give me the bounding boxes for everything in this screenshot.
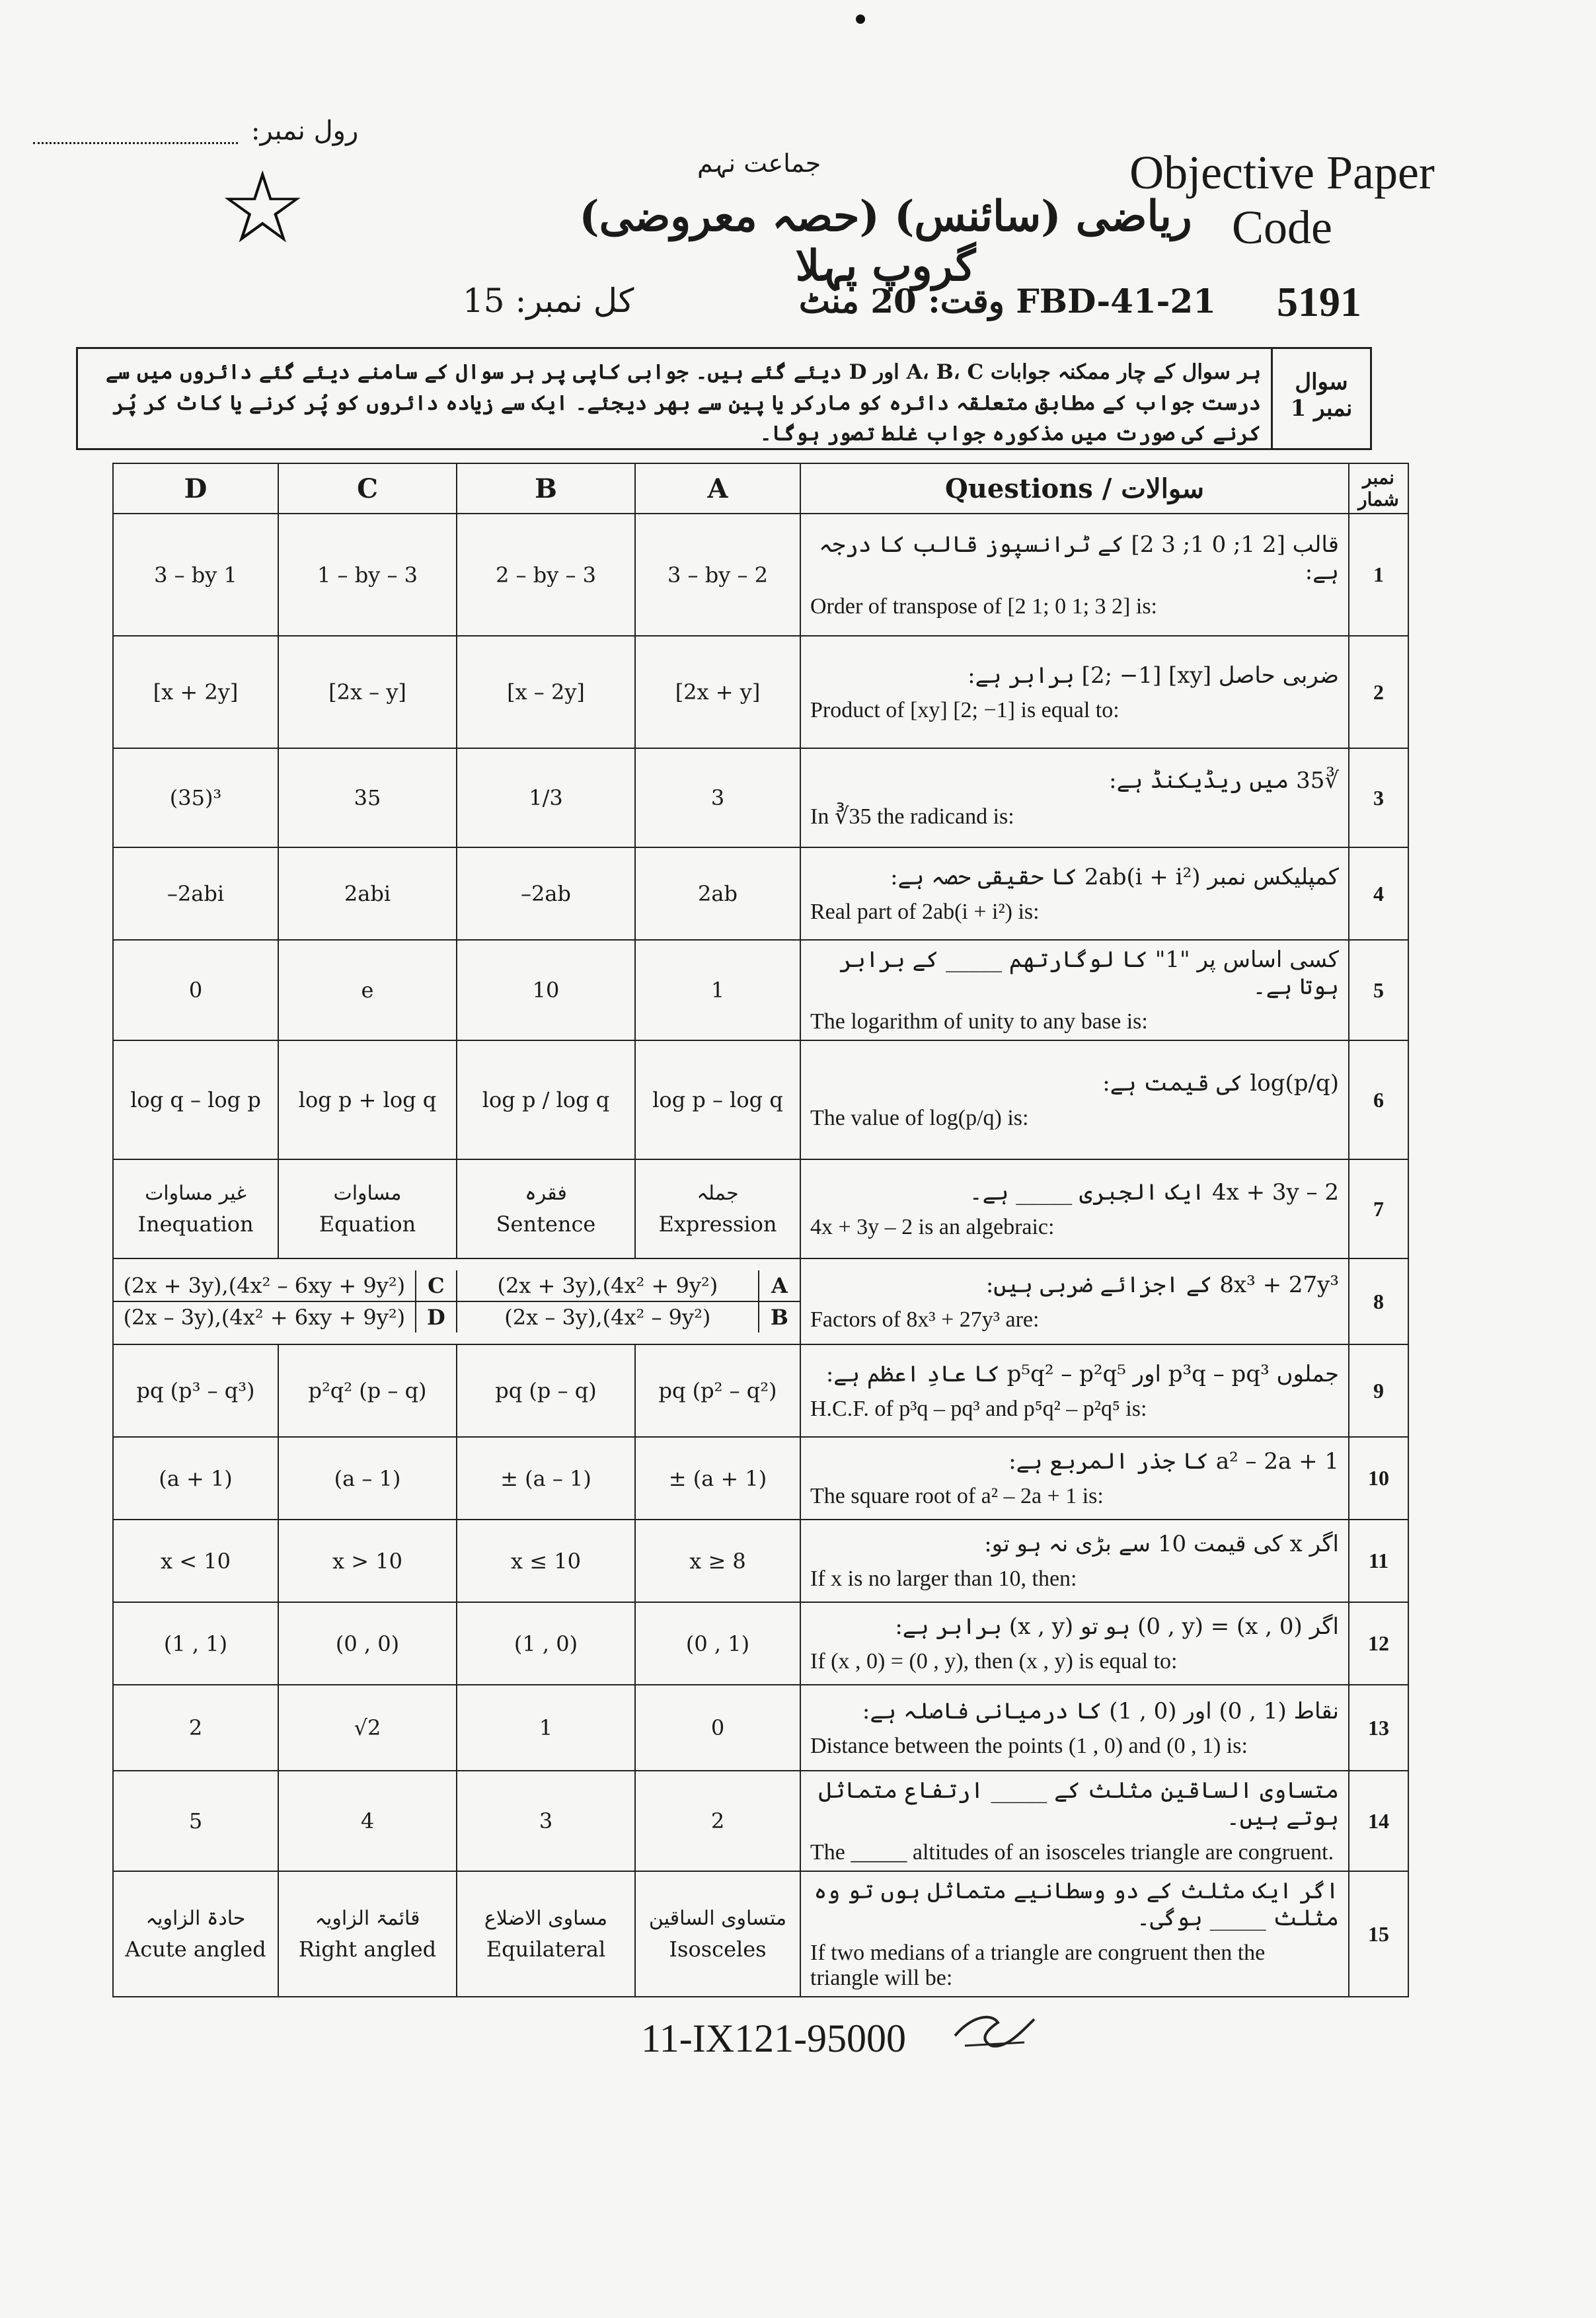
question-cell xyxy=(800,636,1349,748)
question-number: 5 xyxy=(1349,940,1408,1040)
option-d xyxy=(113,1159,278,1258)
question-cell xyxy=(800,1040,1349,1159)
option-a: x ≥ 8 xyxy=(635,1520,800,1602)
option-c: e xyxy=(278,940,457,1040)
option-d: x < 10 xyxy=(113,1520,278,1602)
option-b-label: B xyxy=(759,1301,800,1333)
option-c: (a – 1) xyxy=(278,1437,457,1520)
option-c: √2 xyxy=(278,1685,457,1771)
question-urdu: کمپلیکس نمبر 2ab(i + i²) کا حقیقی حصہ ہے: xyxy=(890,863,1339,890)
option-b: 1 xyxy=(457,1685,635,1771)
question-cell xyxy=(800,1520,1349,1602)
option-d-urdu: حادۃ الزاویہ xyxy=(145,1906,246,1930)
question-cell xyxy=(800,940,1349,1040)
option-a: ± (a + 1) xyxy=(635,1437,800,1520)
table-row xyxy=(113,1437,1408,1520)
question-urdu: log(p/q) کی قیمت ہے: xyxy=(1102,1069,1339,1097)
option-grid-table xyxy=(114,1270,800,1333)
option-d: log q – log p xyxy=(113,1040,278,1159)
question-cell xyxy=(800,514,1349,636)
question-number: 11 xyxy=(1349,1520,1408,1602)
question-english: The value of log(p/q) is: xyxy=(810,1105,1029,1130)
header-a: A xyxy=(635,463,800,514)
option-c: x > 10 xyxy=(278,1520,457,1602)
option-d: 2 xyxy=(113,1685,278,1771)
table-row xyxy=(113,940,1408,1040)
option-c: log p + log q xyxy=(278,1040,457,1159)
option-c: 1 – by – 3 xyxy=(278,514,457,636)
option-c-urdu: قائمۃ الزاویہ xyxy=(315,1906,420,1930)
time-label: FBD-41-21 وقت: 20 منٹ xyxy=(798,282,1216,321)
paper-title: Objective Paper xyxy=(1129,146,1435,199)
option-a: 2 xyxy=(635,1771,800,1871)
question-number: 3 xyxy=(1349,748,1408,847)
question-urdu: اگر x کی قیمت 10 سے بڑی نہ ہو تو: xyxy=(984,1531,1339,1557)
option-d-english: Inequation xyxy=(137,1211,254,1237)
question-number: 12 xyxy=(1349,1602,1408,1685)
question-cell xyxy=(800,1159,1349,1258)
question-cell xyxy=(800,1258,1349,1344)
option-d-english: Acute angled xyxy=(125,1936,266,1962)
option-b-english: Equilateral xyxy=(486,1936,606,1962)
table-row xyxy=(113,847,1408,940)
table-row xyxy=(113,1258,1408,1344)
option-d: –2abi xyxy=(113,847,278,940)
question-number: 9 xyxy=(1349,1344,1408,1437)
option-b: 1/3 xyxy=(457,748,635,847)
question-cell xyxy=(800,847,1349,940)
option-c: (2x + 3y),(4x² – 6xy + 9y²) xyxy=(114,1270,416,1301)
option-d: pq (p³ – q³) xyxy=(113,1344,278,1437)
option-d: (35)³ xyxy=(113,748,278,847)
header-c: C xyxy=(278,463,457,514)
option-c: (0 , 0) xyxy=(278,1602,457,1685)
option-d: (1 , 1) xyxy=(113,1602,278,1685)
option-a: log p – log q xyxy=(635,1040,800,1159)
header-b: B xyxy=(457,463,635,514)
question-english: Order of transpose of [2 1; 0 1; 3 2] is: xyxy=(810,594,1158,619)
option-b: (1 , 0) xyxy=(457,1602,635,1685)
option-b: pq (p – q) xyxy=(457,1344,635,1437)
table-row xyxy=(113,1520,1408,1602)
option-a: pq (p² – q²) xyxy=(635,1344,800,1437)
table-row xyxy=(113,1685,1408,1771)
option-b: log p / log q xyxy=(457,1040,635,1159)
question-number: 15 xyxy=(1349,1871,1408,1997)
option-a: 2ab xyxy=(635,847,800,940)
question-english: Distance between the points (1 , 0) and (0 , 1) is: xyxy=(810,1733,1248,1758)
option-c-urdu: مساوات xyxy=(333,1181,402,1205)
header-d: D xyxy=(113,463,278,514)
option-b: 10 xyxy=(457,940,635,1040)
star-icon: ☆ xyxy=(218,151,307,266)
question-cell xyxy=(800,1437,1349,1520)
question-english: If two medians of a triangle are congruent then the triangle will be: xyxy=(810,1941,1266,1990)
option-grid xyxy=(113,1258,800,1344)
option-c xyxy=(278,1159,457,1258)
option-b: ± (a – 1) xyxy=(457,1437,635,1520)
option-c-english: Equation xyxy=(319,1211,416,1237)
option-b: –2ab xyxy=(457,847,635,940)
header-number: نمبر شمار xyxy=(1349,463,1408,514)
instructions-text: ہر سوال کے چار ممکنہ جوابات A، B، C اور D دیئے گئے ہیں۔ جوابی کاپی پر ہر سوال کے سامنے دیئے گئے دائروں میں سے درست جواب کے مطابق متعلقہ دائرہ کو مارکر یا پین سے بھر دیجئے۔ ایک سے زیادہ دائروں کو پُر کرنے یا کاٹ کر پُر کرنے کی صورت میں مذکورہ جواب غلط تصور ہوگا۔ xyxy=(105,360,1261,445)
question-number: 2 xyxy=(1349,636,1408,748)
option-d: 5 xyxy=(113,1771,278,1871)
question-english: Factors of 8x³ + 27y³ are: xyxy=(810,1307,1040,1332)
question-urdu: قالب [2 1; 0 1; 3 2] کے ٹرانسپوز قالب کا درجہ ہے: xyxy=(819,531,1339,585)
option-c-label: C xyxy=(416,1270,457,1301)
header-questions: Questions / سوالات xyxy=(800,463,1349,514)
question-english: If (x , 0) = (0 , y), then (x , y) is equal to: xyxy=(810,1649,1178,1674)
instructions-box xyxy=(76,347,1372,450)
question-urdu: ∛35 میں ریڈیکنڈ ہے: xyxy=(1109,767,1339,794)
question-urdu: 4x + 3y – 2 ایک الجبری _____ ہے۔ xyxy=(969,1178,1339,1206)
question-urdu: متساوی الساقین مثلث کے _____ ارتفاع متماثل ہوتے ہیں۔ xyxy=(818,1777,1339,1831)
option-c: 4 xyxy=(278,1771,457,1871)
option-a: (2x + 3y),(4x² + 9y²) xyxy=(457,1270,759,1301)
option-d: [x + 2y] xyxy=(113,636,278,748)
question-urdu: 8x³ + 27y³ کے اجزائے ضربی ہیں: xyxy=(985,1271,1339,1298)
option-a-label: A xyxy=(759,1270,800,1301)
option-b: 2 – by – 3 xyxy=(457,514,635,636)
question-urdu: کسی اساس پر "1" کا لوگارتھم _____ کے برابر ہوتا ہے۔ xyxy=(839,947,1339,1000)
question-urdu: جملوں p³q – pq³ اور p⁵q² – p²q⁵ کا عادِ اعظم ہے: xyxy=(825,1360,1339,1387)
table-row xyxy=(113,1771,1408,1871)
option-a: 3 xyxy=(635,748,800,847)
question-english: 4x + 3y – 2 is an algebraic: xyxy=(810,1214,1055,1239)
option-a: 3 – by – 2 xyxy=(635,514,800,636)
question-english: Real part of 2ab(i + i²) is: xyxy=(810,899,1040,924)
option-a xyxy=(635,1871,800,1997)
option-d: (a + 1) xyxy=(113,1437,278,1520)
table-row xyxy=(113,636,1408,748)
question-number: 7 xyxy=(1349,1159,1408,1258)
question-cell xyxy=(800,1344,1349,1437)
question-cell xyxy=(800,1771,1349,1871)
table-header-row xyxy=(113,463,1408,514)
question-urdu: a² – 2a + 1 کا جذر المربع ہے: xyxy=(1008,1448,1339,1475)
question-cell xyxy=(800,1685,1349,1771)
table-row xyxy=(113,1871,1408,1997)
option-a-urdu: جملہ xyxy=(697,1181,739,1205)
question-cell xyxy=(800,1871,1349,1997)
question-number: 8 xyxy=(1349,1258,1408,1344)
question-english: H.C.F. of p³q – pq³ and p⁵q² – p²q⁵ is: xyxy=(810,1396,1147,1421)
footer-code: 11-IX121-95000 xyxy=(641,2017,907,2060)
option-b: [x – 2y] xyxy=(457,636,635,748)
option-b-urdu: فقرہ xyxy=(525,1181,567,1205)
option-a: [2x + y] xyxy=(635,636,800,748)
option-b-urdu: مساوی الاضلاع xyxy=(484,1906,608,1930)
option-a: 0 xyxy=(635,1685,800,1771)
option-b xyxy=(457,1871,635,1997)
question-english: The _____ altitudes of an isosceles triangle are congruent. xyxy=(810,1840,1334,1865)
option-a: 1 xyxy=(635,940,800,1040)
question-urdu: نقاط (1 , 0) اور (0 , 1) کا درمیانی فاصلہ ہے: xyxy=(862,1697,1339,1724)
option-d: 0 xyxy=(113,940,278,1040)
option-c: 2abi xyxy=(278,847,457,940)
questions-table xyxy=(112,463,1409,1997)
table-row xyxy=(113,1344,1408,1437)
table-row xyxy=(113,514,1408,636)
option-d: (2x – 3y),(4x² + 6xy + 9y²) xyxy=(114,1301,416,1333)
question-number: 1 xyxy=(1349,514,1408,636)
instructions-question-label: سوال نمبر 1 xyxy=(1271,349,1370,448)
question-number: 4 xyxy=(1349,847,1408,940)
question-urdu: ضربی حاصل [xy] [2; −1] برابر ہے: xyxy=(968,662,1339,689)
question-english: If x is no larger than 10, then: xyxy=(810,1566,1077,1591)
code-row xyxy=(463,278,1361,337)
subject-title: ریاضی (سائنس) (حصہ معروضی) گروپ پہلا xyxy=(579,192,1192,291)
option-b-english: Sentence xyxy=(496,1211,596,1237)
option-a-urdu: متساوی الساقین xyxy=(648,1906,787,1930)
option-d-label: D xyxy=(416,1301,457,1333)
option-c: [2x – y] xyxy=(278,636,457,748)
option-d-urdu: غیر مساوات xyxy=(145,1181,247,1205)
option-a: (0 , 1) xyxy=(635,1602,800,1685)
option-c xyxy=(278,1871,457,1997)
signature-mark xyxy=(952,2009,1038,2056)
question-number: 13 xyxy=(1349,1685,1408,1771)
option-b: 3 xyxy=(457,1771,635,1871)
table-row xyxy=(113,1602,1408,1685)
option-a xyxy=(635,1159,800,1258)
question-english: The logarithm of unity to any base is: xyxy=(810,1009,1148,1034)
question-cell xyxy=(800,1602,1349,1685)
table-row xyxy=(113,1159,1408,1258)
option-d: 3 – by 1 xyxy=(113,514,278,636)
option-b xyxy=(457,1159,635,1258)
roll-number-line xyxy=(33,142,238,144)
total-marks: کل نمبر: 15 xyxy=(463,282,634,320)
option-a-english: Isosceles xyxy=(669,1936,767,1962)
option-b: x ≤ 10 xyxy=(457,1520,635,1602)
class-label: جماعت نہم xyxy=(697,149,821,178)
question-number: 10 xyxy=(1349,1437,1408,1520)
question-urdu: اگر (x , 0) = (0 , y) ہو تو (x , y) برابر ہے: xyxy=(895,1613,1339,1640)
ink-dot xyxy=(856,15,865,24)
table-row xyxy=(113,748,1408,847)
option-c-english: Right angled xyxy=(298,1936,437,1962)
question-number: 6 xyxy=(1349,1040,1408,1159)
option-b: (2x – 3y),(4x² – 9y²) xyxy=(457,1301,759,1333)
paper-code-label: Code xyxy=(1232,200,1332,254)
table-row xyxy=(113,1040,1408,1159)
roll-number-label: رول نمبر: xyxy=(251,116,359,146)
option-d xyxy=(113,1871,278,1997)
code-number: 5191 xyxy=(1277,278,1361,325)
question-english: In ∛35 the radicand is: xyxy=(810,804,1014,829)
option-c: p²q² (p – q) xyxy=(278,1344,457,1437)
question-number: 14 xyxy=(1349,1771,1408,1871)
option-a-english: Expression xyxy=(658,1211,777,1237)
question-urdu: اگر ایک مثلث کے دو وسطانیے متماثل ہوں تو وہ مثلث _____ ہوگی۔ xyxy=(814,1878,1339,1931)
option-c: 35 xyxy=(278,748,457,847)
question-cell xyxy=(800,748,1349,847)
question-english: The square root of a² – 2a + 1 is: xyxy=(810,1484,1104,1508)
question-english: Product of [xy] [2; −1] is equal to: xyxy=(810,697,1120,722)
